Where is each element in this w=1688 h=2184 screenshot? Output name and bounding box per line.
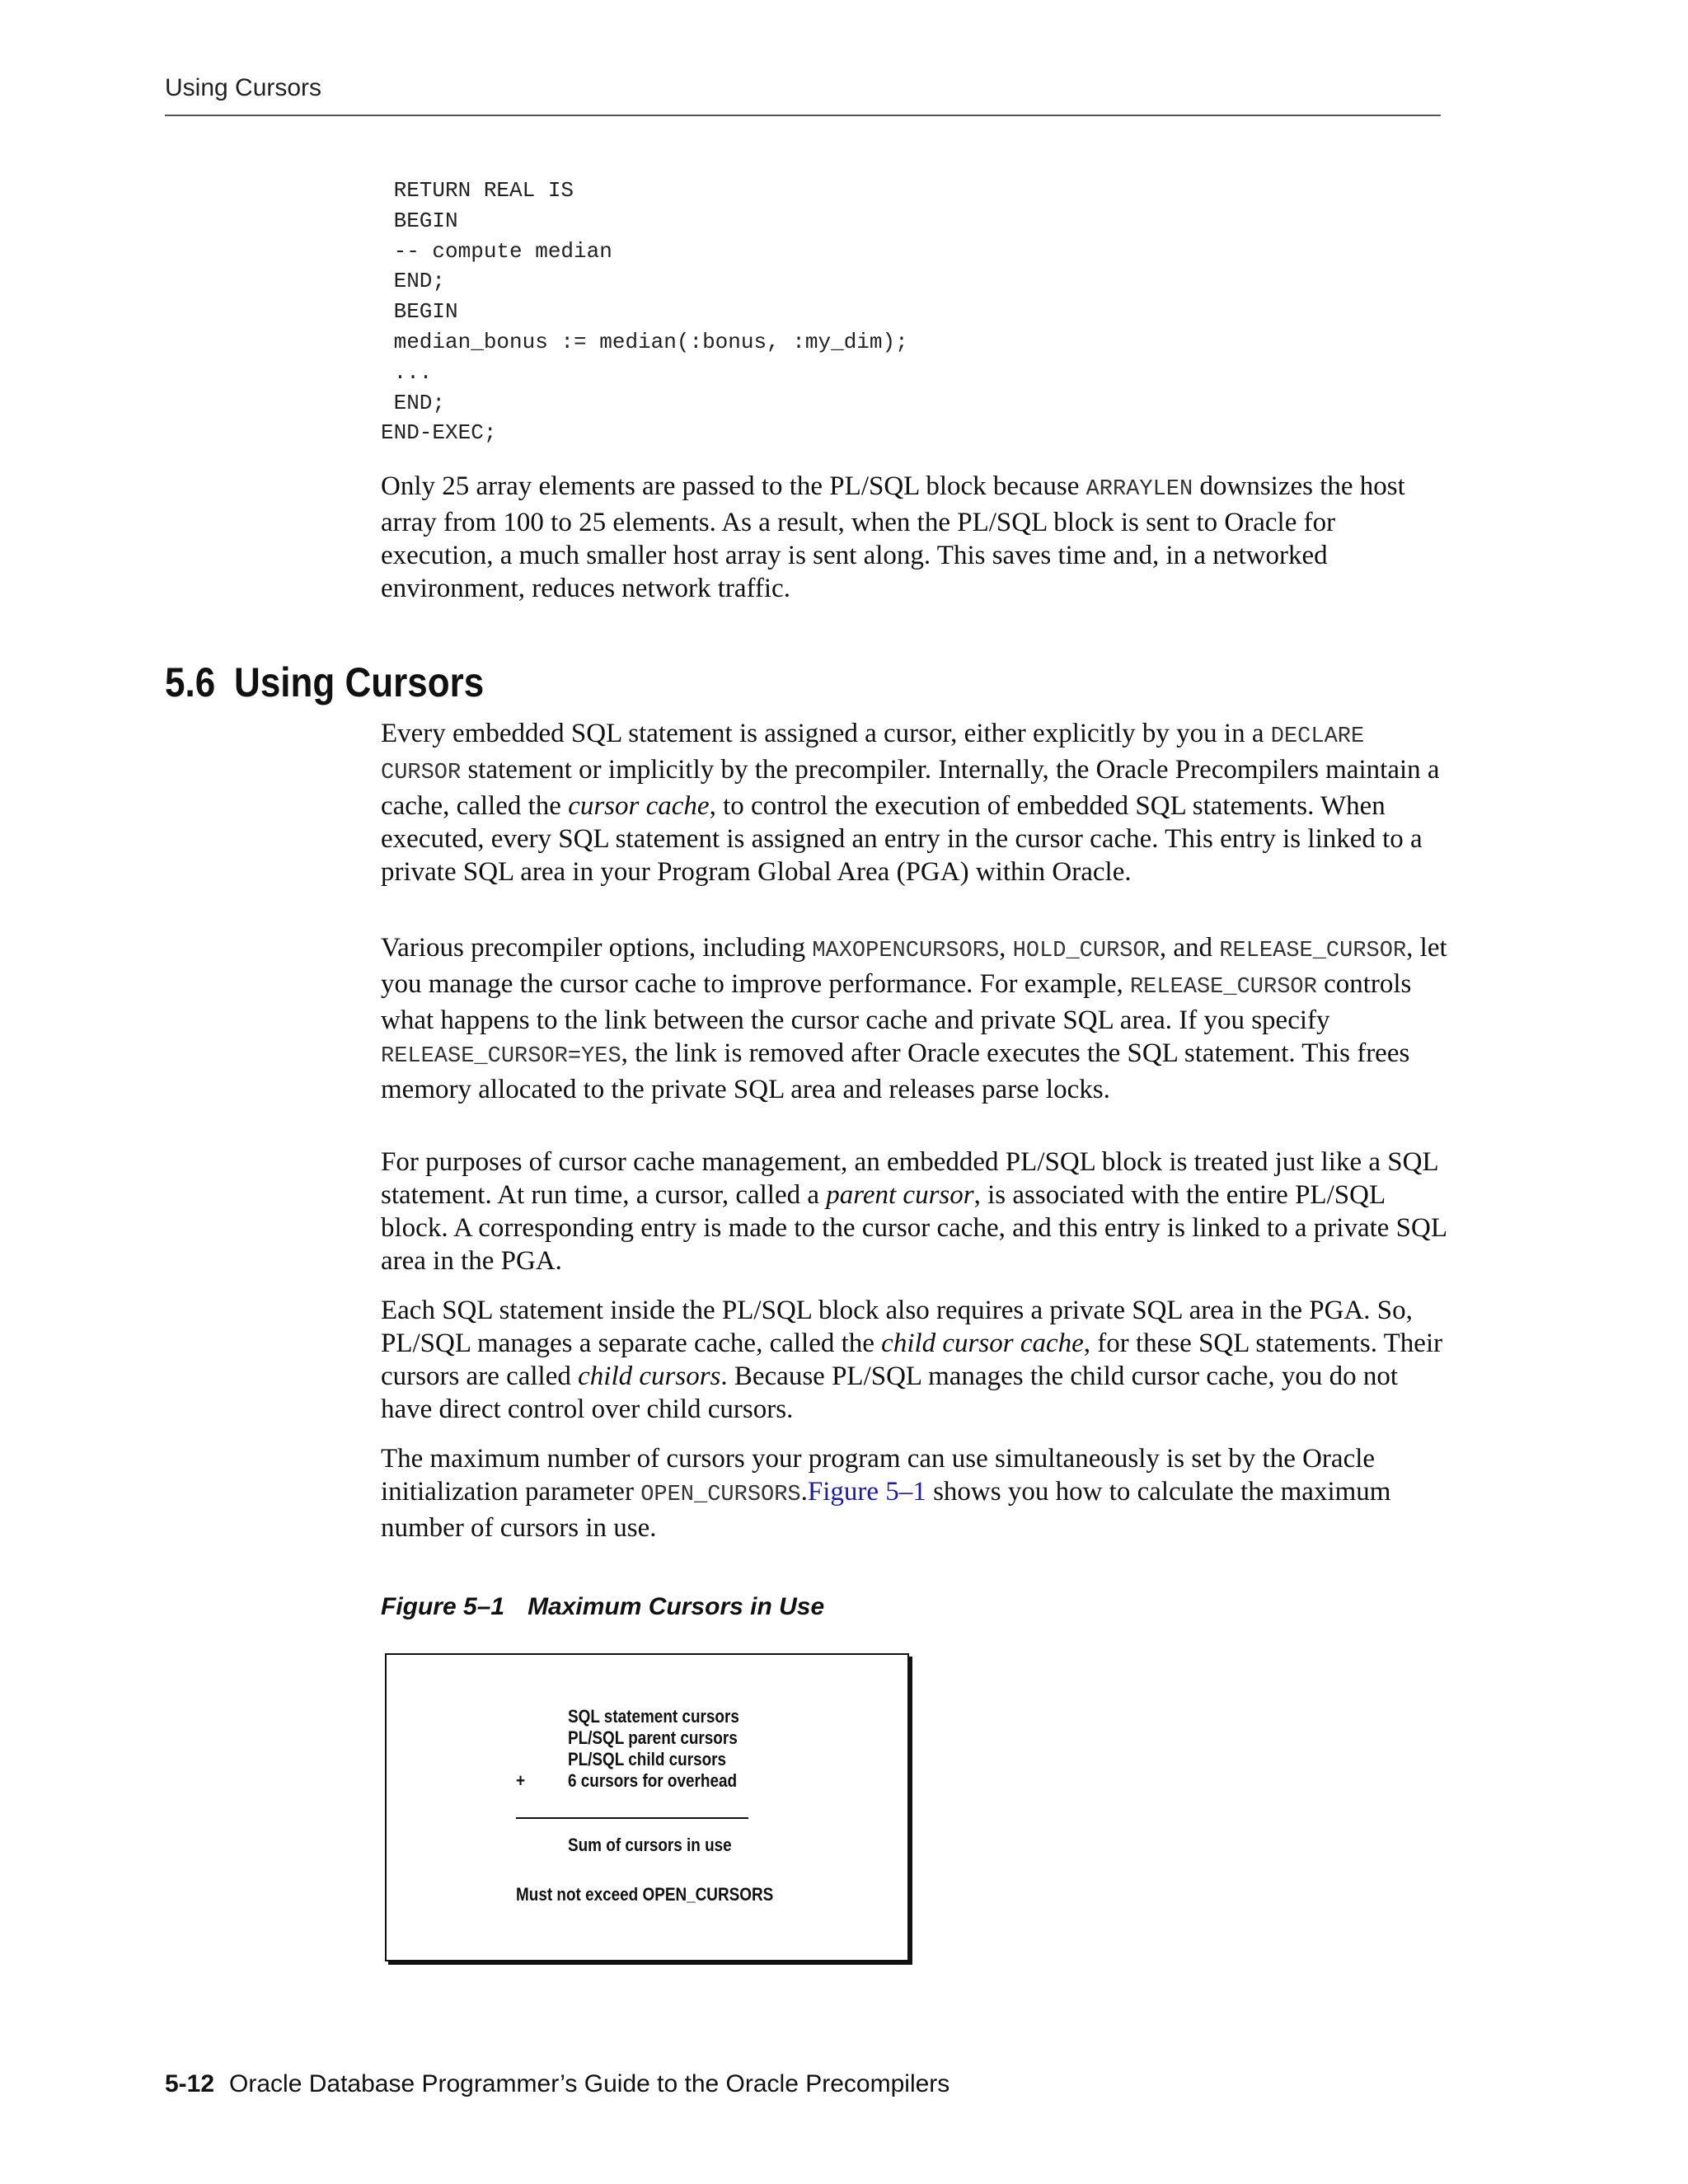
code-line: RETURN REAL IS <box>381 178 574 203</box>
plus-sign: + <box>516 1770 526 1791</box>
inline-code: HOLD_CURSOR <box>1012 939 1160 963</box>
inline-code: RELEASE_CURSOR <box>1219 939 1407 963</box>
figure-line-plsql-parent-cursors: PL/SQL parent cursors <box>568 1727 738 1748</box>
inline-code: MAXOPENCURSORS <box>812 939 1000 963</box>
figure-label: Figure 5–1 <box>381 1593 505 1620</box>
emphasis: cursor cache <box>568 791 710 821</box>
figure-line-plsql-child-cursors: PL/SQL child cursors <box>568 1749 727 1769</box>
paragraph-child-cursors: Each SQL statement inside the PL/SQL block also requires a private SQL area in the PGA. So, PL/SQL manages a separate cache, called the child cursor cache, for these SQL statements. Their cursors are called child cursors. Because PL/SQL manages the child cursor cache, you do not have direct control over child cursors. <box>381 1296 1443 1424</box>
figure-title: Maximum Cursors in Use <box>528 1593 825 1620</box>
code-line: BEGIN <box>381 299 458 325</box>
inline-code: RELEASE_CURSOR <box>1129 975 1317 1000</box>
inline-code: ARRAYLEN <box>1085 477 1193 502</box>
paragraph-precompiler-options: Various precompiler options, including MAXOPENCURSORS, HOLD_CURSOR, and RELEASE_CURSOR, let you manage the cursor cache to improve performance. For example, RELEASE_CURSOR controls what happens to the link between the cursor cache and private SQL area. If you specify RELEASE_CURSOR=YES, the link is removed after Oracle executes the SQL statement. This frees memory allocated to the private SQL area and releases parse locks. <box>381 933 1447 1104</box>
code-line: ... <box>381 359 433 385</box>
figure-line-overhead-cursors: 6 cursors for overhead <box>568 1770 738 1791</box>
figure-limit-note: Must not exceed OPEN_CURSORS <box>516 1884 774 1905</box>
figure-link[interactable]: Figure 5–1 <box>807 1477 926 1507</box>
page-footer <box>165 2070 950 2098</box>
code-line: median_bonus := median(:bonus, :my_dim); <box>381 329 908 354</box>
figure-line-sql-statement-cursors: SQL statement cursors <box>568 1706 739 1727</box>
section-heading <box>165 658 484 707</box>
code-line: END; <box>381 390 446 415</box>
code-line: BEGIN <box>381 208 458 233</box>
intro-paragraph: Only 25 array elements are passed to the PL/SQL block because ARRAYLEN downsizes the host array from 100 to 25 elements. As a result, when the PL/SQL block is sent to Oracle for execution, a much smaller host array is sent along. This saves time and, in a networked environment, reduces network traffic. <box>381 471 1405 603</box>
paragraph-max-cursors: The maximum number of cursors your program can use simultaneously is set by the Oracle initialization parameter OPEN_CURSORS.Figure 5–1 shows you how to calculate the maximum number of cursors in use. <box>381 1444 1391 1543</box>
emphasis: parent cursor <box>826 1180 974 1210</box>
figure-diagram <box>385 1653 909 1961</box>
code-line: END-EXEC; <box>381 420 497 446</box>
inline-code: RELEASE_CURSOR=YES <box>381 1044 621 1069</box>
section-title: Using Cursors <box>234 659 485 705</box>
emphasis: child cursors <box>578 1361 721 1391</box>
emphasis: child cursor cache <box>881 1329 1084 1358</box>
figure-sum-label: Sum of cursors in use <box>568 1835 732 1855</box>
section-number: 5.6 <box>165 659 216 705</box>
running-header: Using Cursors <box>165 74 322 101</box>
header-divider <box>165 115 1441 116</box>
book-title: Oracle Database Programmer’s Guide to the Oracle Precompilers <box>229 2070 950 2097</box>
paragraph-parent-cursor: For purposes of cursor cache management, an embedded PL/SQL block is treated just like a SQL statement. At run time, a cursor, called a parent cursor, is associated with the entire PL/SQL block. A corresponding entry is made to the cursor cache, and this entry is linked to a private SQL area in the PGA. <box>381 1147 1447 1276</box>
inline-code: OPEN_CURSORS <box>640 1483 801 1507</box>
sum-divider <box>516 1817 748 1819</box>
inline-code: DECLARE CURSOR <box>381 724 1365 785</box>
code-line: END; <box>381 269 446 294</box>
code-line: -- compute median <box>381 238 612 264</box>
figure-caption <box>381 1593 824 1621</box>
paragraph-cursor-intro: Every embedded SQL statement is assigned a cursor, either explicitly by you in a DECLARE CURSOR statement or implicitly by the precompiler. Internally, the Oracle Precompilers maintain a cache, called the cursor cache, to control the execution of embedded SQL statements. When executed, every SQL statement is assigned an entry in the cursor cache. This entry is linked to a private SQL area in your Program Global Area (PGA) within Oracle. <box>381 719 1440 887</box>
code-block <box>381 176 908 448</box>
page-number: 5-12 <box>165 2070 215 2097</box>
